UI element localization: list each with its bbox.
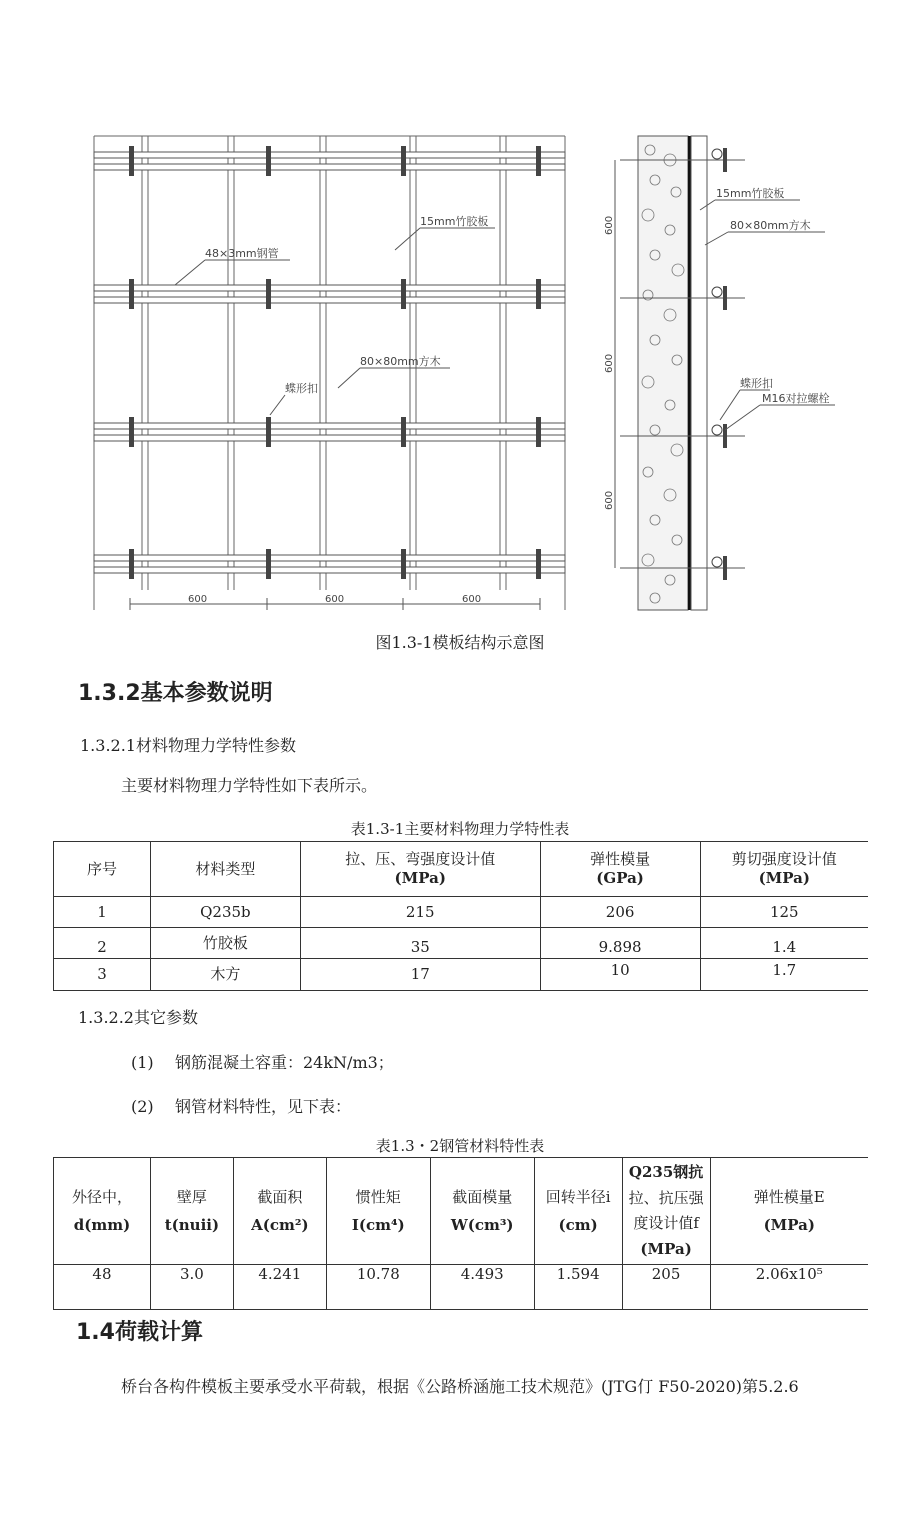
table-cell: 17 <box>300 959 540 991</box>
header-cell: 弹性模量 (GPa) <box>540 842 700 897</box>
table-header-row <box>54 842 869 897</box>
table-cell: 1 <box>54 897 151 928</box>
side-dim-3: 600 <box>604 490 615 510</box>
table-cell: 35 <box>300 928 540 959</box>
dim-label-3: 600 <box>462 594 482 605</box>
table-cell: Q235b <box>150 897 300 928</box>
table-cell: 2 <box>54 928 151 959</box>
header-cell: Q235钢抗 拉、抗压强 度设计值f (MPa) <box>622 1158 710 1265</box>
table-row <box>54 1265 869 1310</box>
label-steel-pipe: 48×3mm钢管 <box>205 247 279 260</box>
dim-label-2: 600 <box>325 594 345 605</box>
header-cell: 截面模量 W(cm³) <box>430 1158 534 1265</box>
section-heading-1321: 1.3.2.1材料物理力学特性参数 <box>80 736 296 755</box>
table-cell: 4.493 <box>430 1265 534 1310</box>
header-cell: 外径中， d(mm) <box>54 1158 151 1265</box>
figure-caption: 图1.3-1模板结构示意图 <box>375 633 545 652</box>
table-cell: 3.0 <box>150 1265 233 1310</box>
table-cell: 215 <box>300 897 540 928</box>
label-wood: 80×80mm方木 <box>360 355 441 368</box>
header-cell: 弹性模量E (MPa) <box>710 1158 868 1265</box>
table-cell: 205 <box>622 1265 710 1310</box>
header-cell: 材料类型 <box>150 842 300 897</box>
side-dim-1: 600 <box>604 215 615 235</box>
table2-caption: 表1.3・2钢管材料特性表 <box>375 1137 545 1155</box>
table-cell: 2.06x10⁵ <box>710 1265 868 1310</box>
header-cell: 惯性矩 I(cm⁴) <box>326 1158 430 1265</box>
table-cell: 9.898 <box>540 928 700 959</box>
section-heading-1322: 1.3.2.2其它参数 <box>78 1008 198 1027</box>
table-cell: 206 <box>540 897 700 928</box>
section-heading-14: 1.4荷载计算 <box>76 1320 203 1345</box>
table-cell: 4.241 <box>233 1265 326 1310</box>
side-dim-2: 600 <box>604 353 615 373</box>
side-label-butterfly: 蝶形扣 <box>740 377 773 390</box>
table-cell: 48 <box>54 1265 151 1310</box>
side-label-bolt: M16对拉螺栓 <box>762 392 830 405</box>
dim-label-1: 600 <box>188 594 208 605</box>
label-bamboo-board: 15mm竹胶板 <box>420 215 489 228</box>
table1-caption: 表1.3-1主要材料物理力学特性表 <box>350 820 570 838</box>
header-cell: 序号 <box>54 842 151 897</box>
header-cell: 回转半径i (cm) <box>534 1158 622 1265</box>
body-paragraph: 桥台各构件模板主要承受水平荷载，根据《公路桥涵施工技术规范》(JTG仃 F50-2020)第5.2.6 <box>121 1377 799 1396</box>
header-cell: 截面积 A(cm²) <box>233 1158 326 1265</box>
table-cell: 竹胶板 <box>150 928 300 959</box>
table-header-row <box>54 1158 869 1265</box>
label-butterfly: 蝶形扣 <box>285 382 318 395</box>
material-properties-table <box>53 841 868 991</box>
header-cell: 壁厚 t(nuii) <box>150 1158 233 1265</box>
formwork-diagram <box>80 120 880 620</box>
table-cell: 125 <box>700 897 868 928</box>
side-label-bamboo: 15mm竹胶板 <box>716 187 785 200</box>
table-cell: 10.78 <box>326 1265 430 1310</box>
param-item-1: (1) 钢筋混凝土容重：24kN/m3； <box>131 1053 394 1072</box>
table-cell: 10 <box>540 959 700 991</box>
steel-pipe-table <box>53 1157 868 1310</box>
header-cell: 剪切强度设计值 (MPa) <box>700 842 868 897</box>
table-row <box>54 959 869 991</box>
side-label-wood: 80×80mm方木 <box>730 219 811 232</box>
table-row <box>54 928 869 959</box>
table-cell: 1.7 <box>700 959 868 991</box>
param-item-2: (2) 钢管材料特性，见下表： <box>131 1097 352 1116</box>
table-cell: 1.594 <box>534 1265 622 1310</box>
table-cell: 木方 <box>150 959 300 991</box>
table-cell: 1.4 <box>700 928 868 959</box>
header-cell: 拉、压、弯强度设计值 (MPa) <box>300 842 540 897</box>
section-heading-132: 1.3.2基本参数说明 <box>78 681 273 706</box>
table-row <box>54 897 869 928</box>
table-cell: 3 <box>54 959 151 991</box>
intro-paragraph: 主要材料物理力学特性如下表所示。 <box>121 776 378 795</box>
